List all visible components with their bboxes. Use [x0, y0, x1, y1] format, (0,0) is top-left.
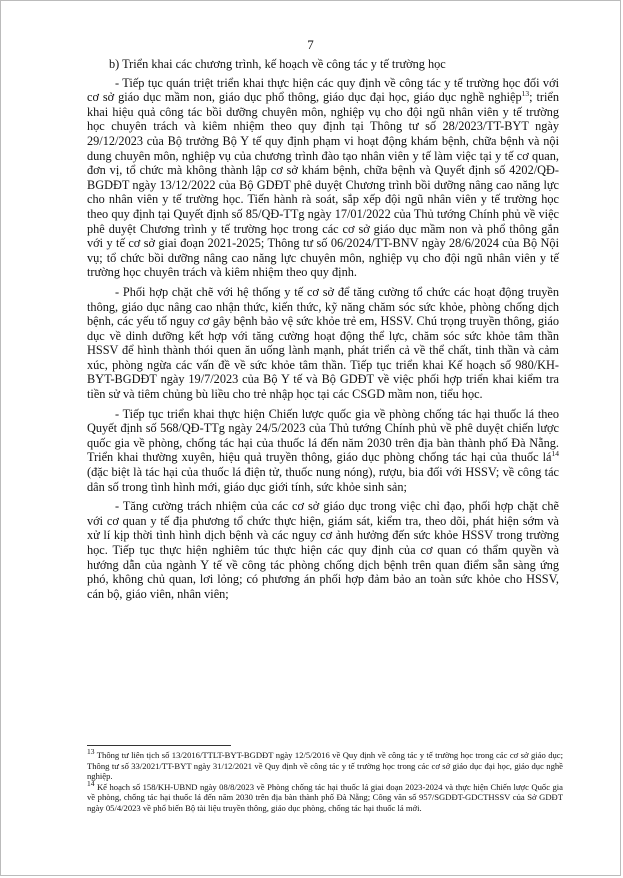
paragraph-text: - Tăng cường trách nhiệm của các cơ sở giáo dục trong việc chỉ đạo, phối hợp chặt chẽ với cơ quan y tế địa phương tổ chức thực hiện, giám sát, kiểm tra, theo dõi, phát hiện sớm và xử lí kịp thời tình hình dịch bệnh và các nguy cơ ảnh hưởng đến sức khỏe HSSV trong trường học. Tiếp tục thực hiện nghiêm túc thực hiện các quy định của cơ quan có thẩm quyền và hướng dẫn của ngành Y tế về công tác phòng chống dịch bệnh trên quan điểm sẵn sàng ứng phó, không chủ quan, lơi lỏng; có phương án phối hợp đảm bảo an toàn sức khỏe cho HSSV, cán bộ, giáo viên, nhân viên;: [87, 499, 559, 601]
paragraph-text: - Phối hợp chặt chẽ với hệ thống y tế cơ sở để tăng cường tổ chức các hoạt động truyền thông, giáo dục nâng cao nhận thức, kiến thức, kỹ năng chăm sóc sức khỏe, phòng chống dịch bệnh, các yếu tố nguy cơ gây bệnh bảo vệ sức khỏe trẻ em, HSSV. Chú trọng truyền thông, giáo dục về dinh dưỡng kết hợp với tăng cường hoạt động thể lực, chăm sóc sức khỏe tâm thần HSSV để hình thành thói quen ăn uống lành mạnh, phát triển cả về thể chất, tinh thần và cảm xúc, phòng ngừa các vấn đề về sức khỏe tâm thần. Tiếp tục triển khai Kế hoạch số 980/KH-BYT-BGDĐT ngày 19/7/2023 của Bộ Y tế và Bộ GDĐT về việc phối hợp triển khai kiểm tra tiền sử và tiêm chủng bù liều cho trẻ nhập học tại các CSGD mầm non, tiểu học.: [87, 284, 559, 402]
footnote-number: 13: [87, 747, 95, 757]
footnote-text: Thông tư liên tịch số 13/2016/TTLT-BYT-BGDĐT ngày 12/5/2016 về Quy định về công tác y tế trường học trong các cơ sở giáo dục; Thông tư số 33/2021/TT-BYT ngày 31/12/2021 về Quy định về công tác y tế trường học trong các cơ sở giáo dục đại học, giáo dục nghề nghiệp.: [87, 750, 563, 782]
paragraph: [87, 499, 559, 601]
paragraph: [87, 407, 559, 495]
paragraph: [87, 76, 559, 280]
footnote-ref[interactable]: 14: [551, 449, 559, 459]
paragraph-text: (đặc biệt là tác hại của thuốc lá điện tử, thuốc nung nóng), rượu, bia đối với HSSV; về công tác dân số trong tình hình mới, giáo dục giới tính, sức khỏe sinh sản;: [87, 465, 559, 494]
footnote: [87, 747, 563, 782]
footnote-text: Kế hoạch số 158/KH-UBND ngày 08/8/2023 về Phòng chống tác hại thuốc lá giai đoạn 2023-2024 và thực hiện Chiến lược Quốc gia về phòng, chống tác hại thuốc lá đến năm 2030 trên địa bàn thành phố Đà Nẵng; Công văn số 957/SGDĐT-GDCTHSSV của Sở GDĐT ngày 05/4/2023 về phổ biến Bộ tài liệu truyền thông, giáo dục phòng, chống tác hại thuốc lá mới.: [87, 781, 563, 813]
footnote-number: 14: [87, 778, 95, 788]
section-heading: b) Triển khai các chương trình, kế hoạch về công tác y tế trường học: [109, 57, 446, 71]
document-body: [87, 57, 559, 606]
paragraph-text: - Tiếp tục quán triệt triển khai thực hiện các quy định về công tác y tế trường học đối với cơ sở giáo dục mầm non, giáo dục phổ thông, giáo dục đại học, giáo dục nghề nghiệp: [87, 75, 559, 105]
paragraph-text: ; triển khai hiệu quả công tác bồi dưỡng chuyên môn, nghiệp vụ cho đội ngũ nhân viên y tế trường học chuyên trách và kiêm nhiệm theo quy định tại Thông tư số 28/2023/TT-BYT ngày 29/12/2023 của Bộ trưởng Bộ Y tế quy định phạm vi hoạt động khám bệnh, chữa bệnh và nội dung chuyên môn, nghiệp vụ của chương trình đào tạo nhân viên y tế làm việc tại y tế cơ quan, đơn vị, tổ chức mà không thành lập cơ sở khám bệnh, chữa bệnh và Quyết định số 4202/QĐ-BGDĐT ngày 13/12/2022 của Bộ GDĐT phê duyệt Chương trình bồi dưỡng nâng cao năng lực cho nhân viên y tế trường học. Tiến hành rà soát, sắp xếp đội ngũ nhân viên y tế trường học theo quy định tại Quyết định số 85/QĐ-TTg ngày 17/01/2022 của Thủ tướng Chính phủ về việc phê duyệt Chương trình y tế trường học trong các cơ sở giáo dục mầm non và phổ thông gắn với y tế cơ sở giai đoạn 2021-2025; Thông tư số 06/2024/TT-BNV ngày 28/6/2024 của Bộ Nội vụ; tổ chức bồi dưỡng nâng cao năng lực chuyên môn, nghiệp vụ cho đội ngũ nhân viên y tế trường học chuyên trách và kiêm nhiệm theo quy định.: [87, 90, 560, 280]
footnote-ref[interactable]: 13: [521, 89, 530, 99]
footnote: [87, 778, 563, 814]
footnote-divider: [87, 745, 231, 746]
page-number: 7: [307, 37, 314, 52]
paragraph: [87, 285, 559, 402]
paragraph-text: - Tiếp tục triển khai thực hiện Chiến lược quốc gia về phòng chống tác hại thuốc lá theo Quyết định số 568/QĐ-TTg ngày 24/5/2023 của Thủ tướng Chính phủ về phê duyệt chiến lược quốc gia về phòng, chống tác hại của thuốc lá đến năm 2030 trên địa bàn thành phố Đà Nẵng. Triển khai thường xuyên, hiệu quả truyền thông, giáo dục phòng chống tác hại của thuốc lá: [87, 406, 559, 465]
footnotes: [87, 747, 563, 814]
